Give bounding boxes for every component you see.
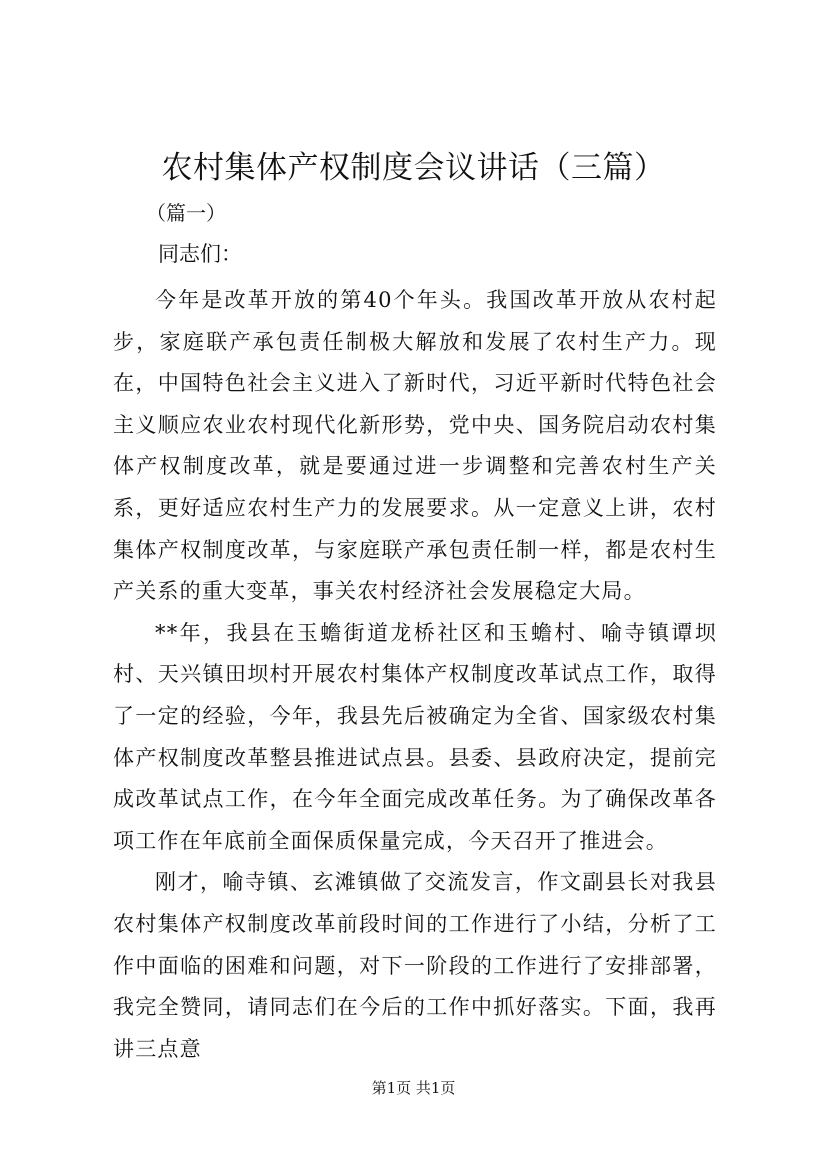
page-footer: 第1页 共1页: [371, 1079, 456, 1097]
paragraph: 刚才，喻寺镇、玄滩镇做了交流发言，作文副县长对我县农村集体产权制度改革前段时间的工作进行了小结，分析了工作中面临的困难和问题，对下一阶段的工作进行了安排部署，我完全赞同，请同志们在今后的工作中抓好落实。下面，我再讲三点意: [113, 870, 717, 1061]
paragraph: 今年是改革开放的第40个年头。我国改革开放从农村起步，家庭联产承包责任制极大解放和发展了农村生产力。现在，中国特色社会主义进入了新时代，习近平新时代特色社会主义顺应农业农村现代化新形势，党中央、国务院启动农村集体产权制度改革，就是要通过进一步调整和完善农村生产关系，更好适应农村生产力的发展要求。从一定意义上讲，农村集体产权制度改革，与家庭联产承包责任制一样，都是农村生产关系的重大变革，事关农村经济社会发展稳定大局。: [113, 288, 717, 604]
section-label: （篇一）: [146, 201, 226, 225]
paragraph: **年，我县在玉蟾街道龙桥社区和玉蟾村、喻寺镇谭坝村、天兴镇田坝村开展农村集体产权制度改革试点工作，取得了一定的经验，今年，我县先后被确定为全省、国家级农村集体产权制度改革整县推进试点县。县委、县政府决定，提前完成改革试点工作，在今年全面完成改革任务。为了确保改革各项工作在年底前全面保质保量完成，今天召开了推进会。: [113, 620, 717, 853]
salutation: 同志们：: [158, 242, 242, 266]
document-body: [113, 280, 717, 1070]
document-title: 农村集体产权制度会议讲话（三篇）: [161, 150, 666, 186]
